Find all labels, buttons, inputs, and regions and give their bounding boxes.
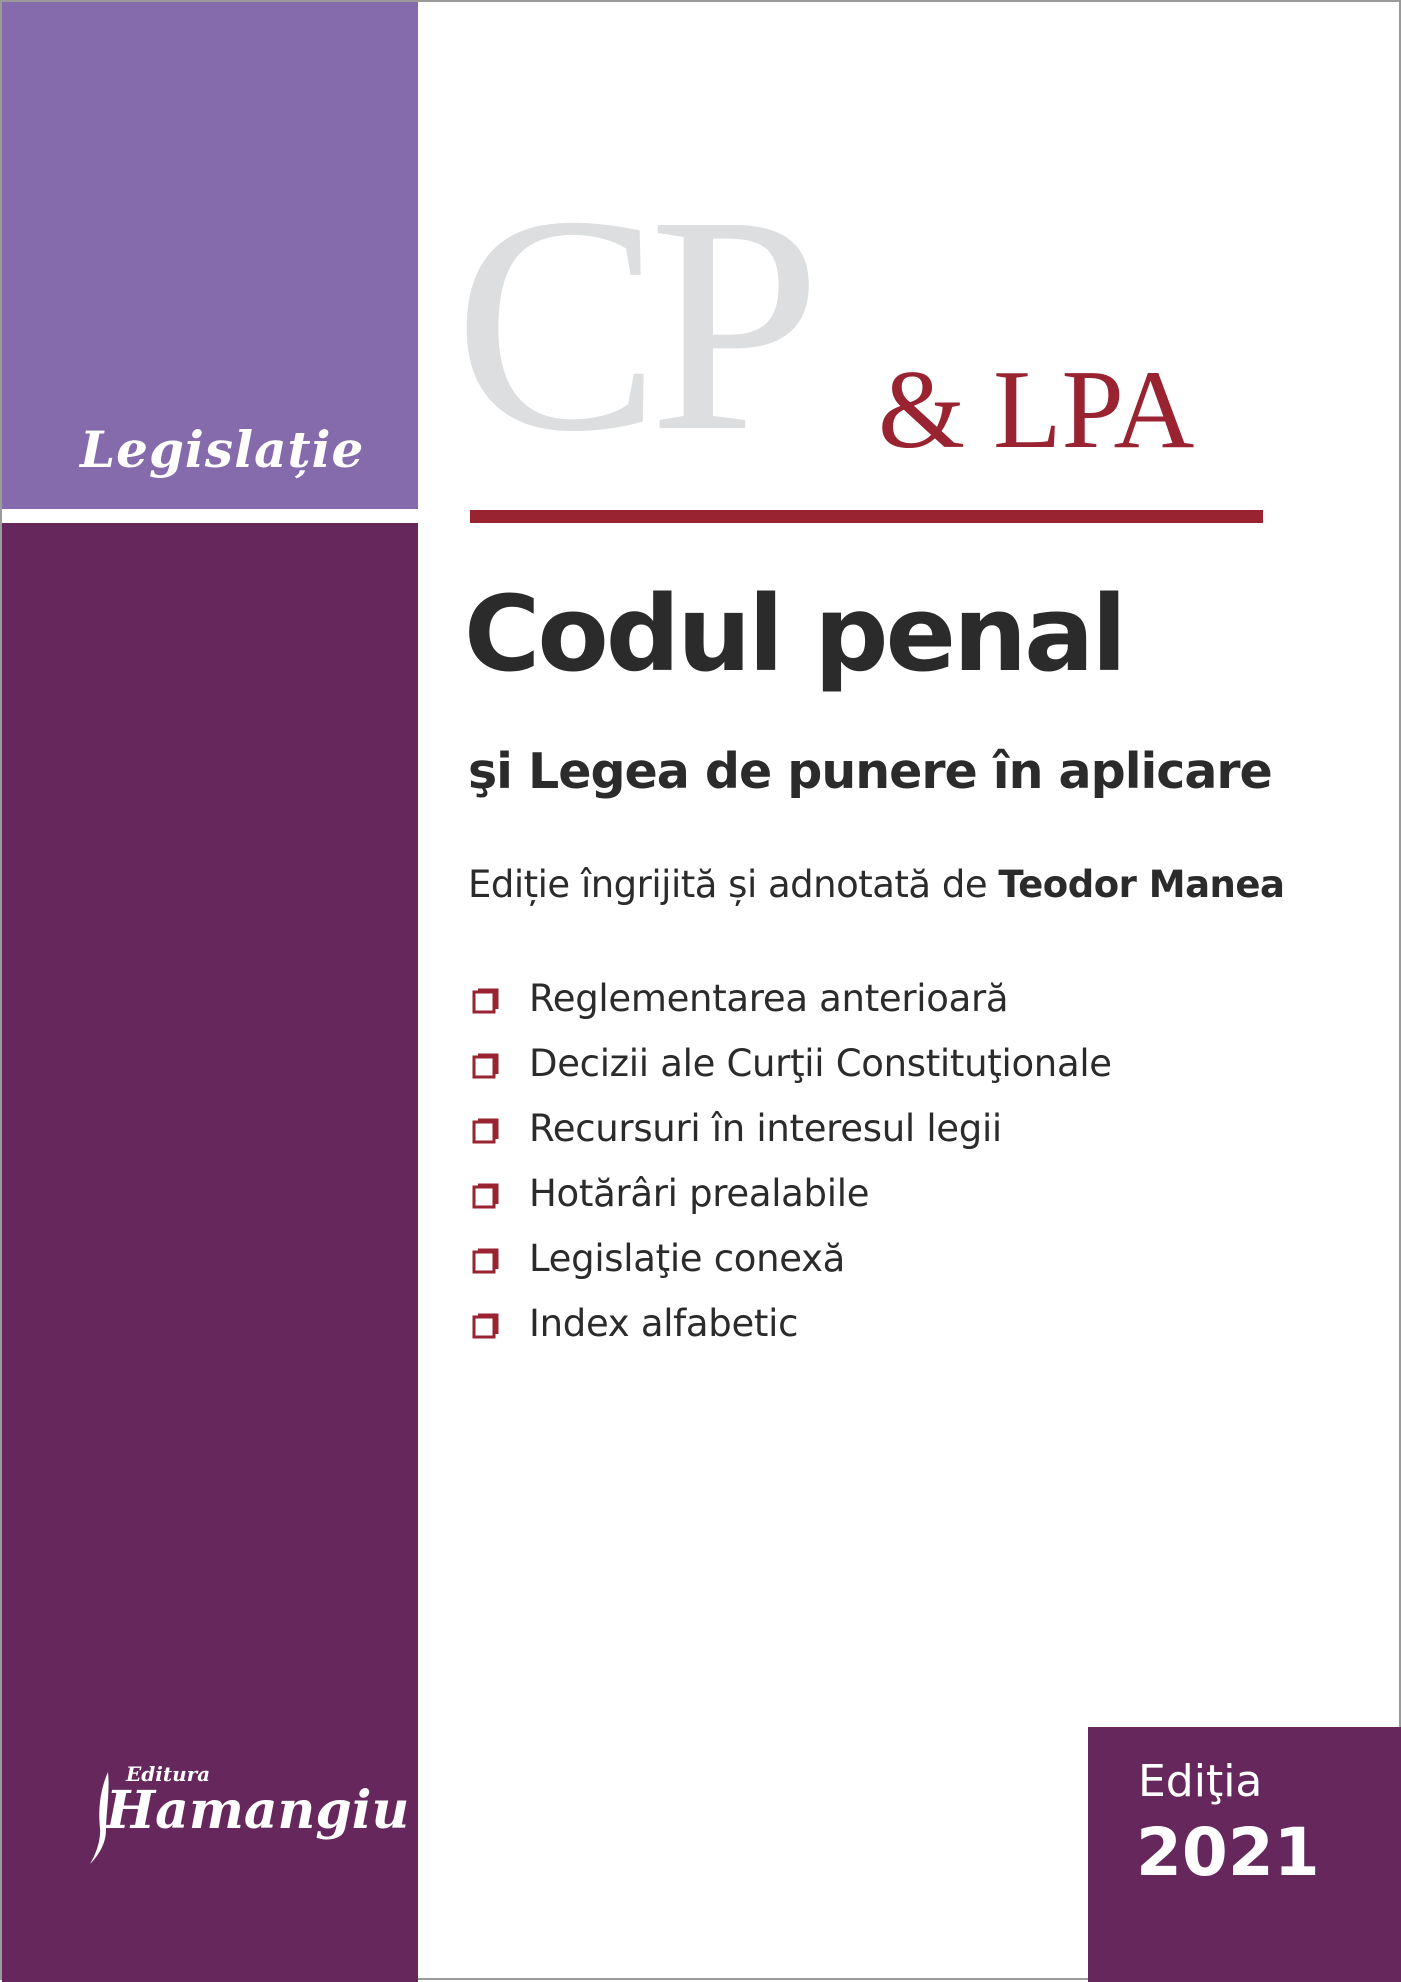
list-item [472, 1039, 1112, 1104]
list-item [472, 974, 1112, 1039]
abbreviation-cp: CP [454, 153, 810, 496]
checkbox-icon [472, 1181, 500, 1209]
feature-label: Reglementarea anterioară [529, 977, 1009, 1020]
author-name: Teodor Manea [998, 863, 1285, 906]
feature-list [472, 974, 1112, 1364]
list-item [472, 1234, 1112, 1299]
publisher-name: Hamangiu [106, 1780, 410, 1841]
list-item [472, 1104, 1112, 1169]
edition-label: Ediţia [1138, 1756, 1263, 1807]
left-panel-separator [2, 509, 418, 523]
feature-label: Hotărâri prealabile [529, 1172, 870, 1215]
editor-credit [468, 860, 1284, 910]
feature-label: Index alfabetic [529, 1302, 799, 1345]
checkbox-icon [472, 1051, 500, 1079]
checkbox-icon [472, 986, 500, 1014]
feature-label: Recursuri în interesul legii [529, 1107, 1002, 1150]
list-item [472, 1169, 1112, 1234]
checkbox-icon [472, 1116, 500, 1144]
feature-label: Legislaţie conexă [529, 1237, 846, 1280]
checkbox-icon [472, 1311, 500, 1339]
book-subtitle: şi Legea de punere în aplicare [468, 743, 1272, 800]
publisher-logo [86, 1762, 410, 1862]
series-label: Legislație [80, 420, 365, 479]
checkbox-icon [472, 1246, 500, 1274]
list-item [472, 1299, 1112, 1364]
title-divider [470, 510, 1263, 523]
edition-badge [1088, 1727, 1401, 1982]
publisher-prefix: Editura [126, 1762, 211, 1786]
editor-credit-prefix: Ediție îngrijită și adnotată de [468, 863, 999, 906]
edition-year: 2021 [1136, 1814, 1320, 1891]
abbreviation-lpa: & LPA [878, 348, 1195, 472]
feature-label: Decizii ale Curţii Constituţionale [529, 1042, 1112, 1085]
book-title: Codul penal [464, 573, 1124, 695]
